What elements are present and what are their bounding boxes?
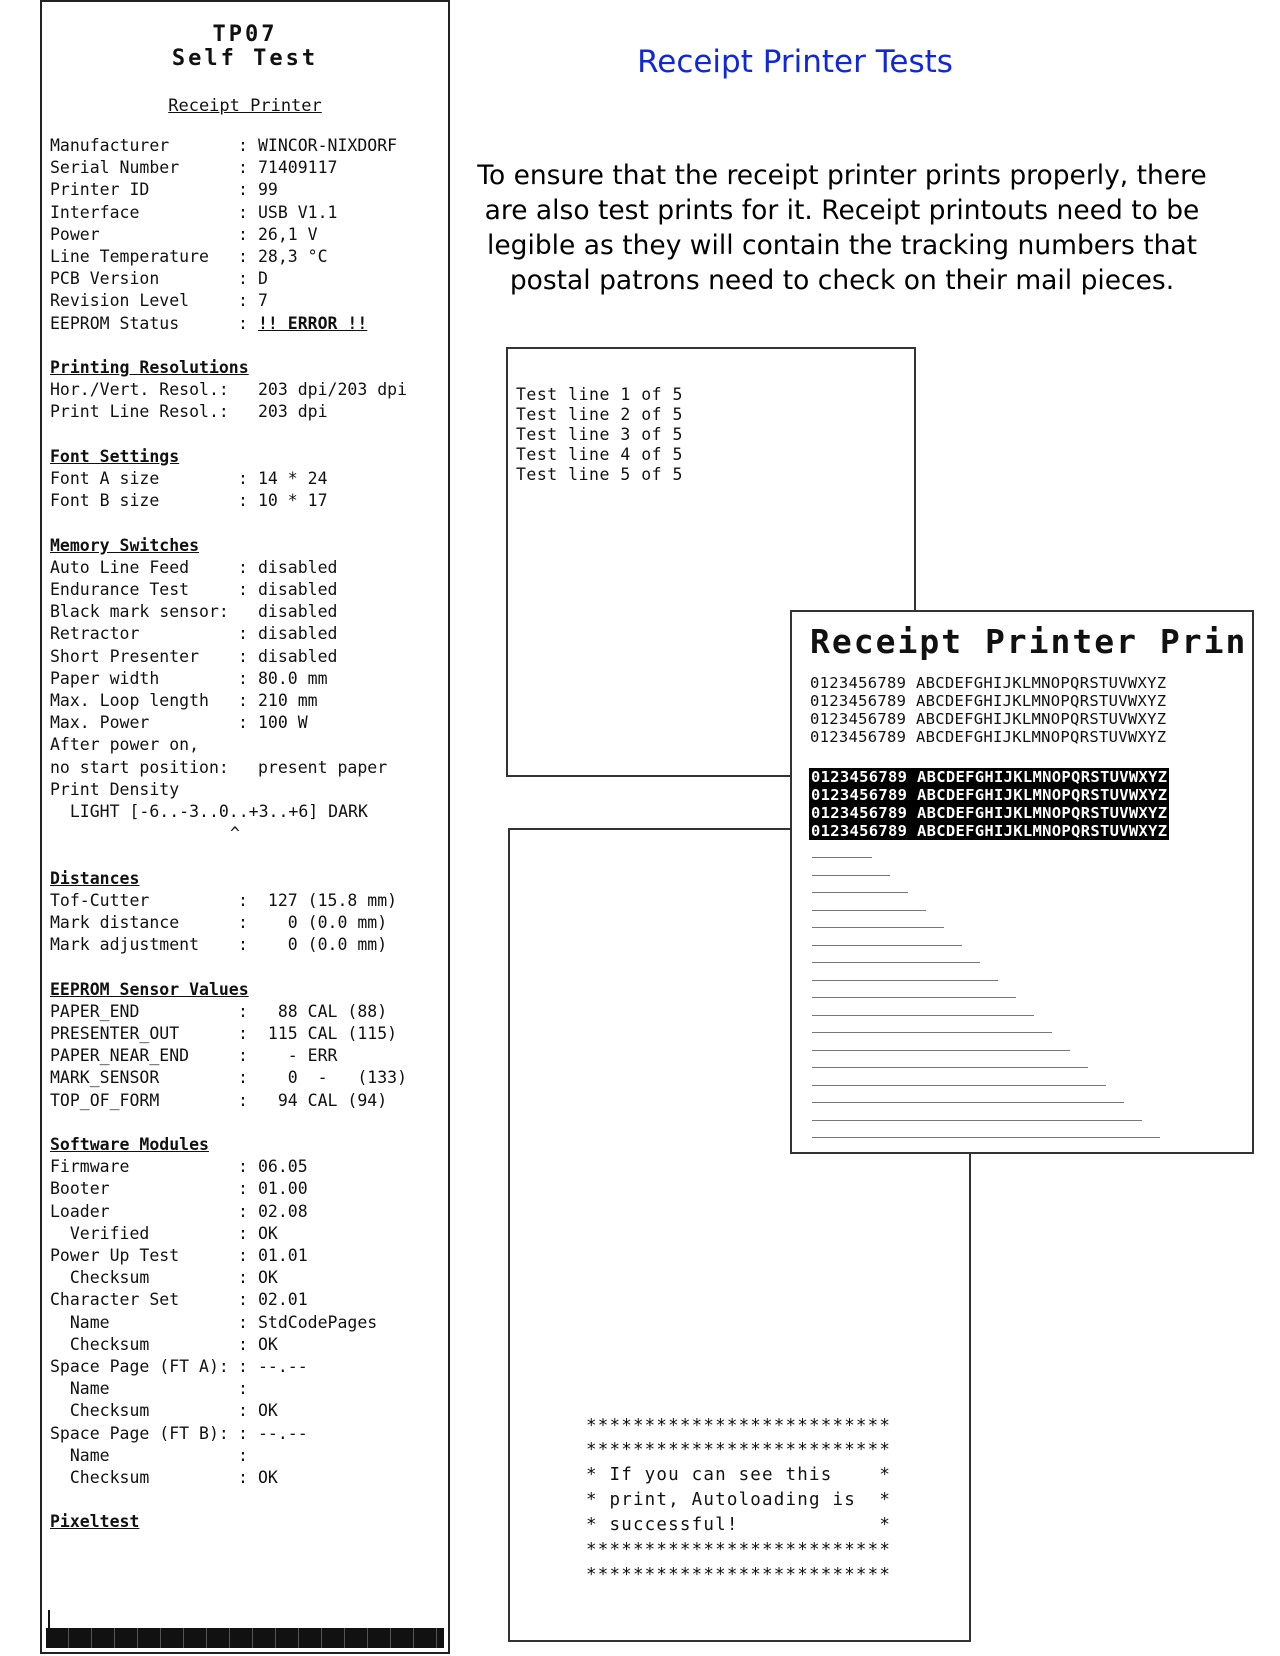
row-colon: :: [238, 136, 248, 155]
receipt-row: [50, 600, 444, 623]
receipt-row: [50, 267, 444, 290]
receipt-row: [50, 911, 444, 934]
row-value: 115 CAL (115): [258, 1024, 398, 1043]
row-label: TOP_OF_FORM: [50, 1090, 160, 1110]
row-colon: :: [238, 1068, 248, 1088]
receipt-section-heading: Font Settings: [50, 446, 180, 466]
row-value: 0 (0.0 mm): [258, 913, 388, 932]
row-label: EEPROM Status: [50, 313, 180, 333]
row-label: Mark adjustment: [50, 935, 200, 955]
dash-line: [812, 945, 962, 946]
test-line: Test line 5 of 5: [516, 465, 683, 484]
autoload-line: **************************: [586, 1416, 892, 1436]
receipt-row: [50, 489, 444, 512]
row-label: Max. Loop length: [50, 691, 209, 710]
receipt-row: [50, 1355, 444, 1378]
row-value: present paper: [258, 757, 388, 777]
dash-line: [812, 1085, 1106, 1086]
dash-line: [812, 1137, 1160, 1138]
row-label: Serial Number: [50, 158, 180, 178]
pattern-line: 0123456789 ABCDEFGHIJKLMNOPQRSTUVWXYZ: [810, 710, 1167, 728]
row-value: 02.08: [258, 1201, 308, 1221]
row-colon: :: [238, 890, 248, 910]
row-label: Name: [50, 1312, 110, 1332]
row-value: 127 (15.8 mm): [258, 890, 398, 910]
row-value: 71409117: [258, 158, 338, 178]
receipt-row: [50, 645, 444, 668]
test-line: Test line 3 of 5: [516, 425, 683, 444]
row-label: Line Temperature: [50, 247, 209, 266]
row-colon: :: [238, 1379, 248, 1399]
receipt-row: [50, 1044, 444, 1067]
row-value: 26,1 V: [258, 224, 318, 244]
row-colon: :: [238, 1046, 248, 1066]
dash-line: [812, 1032, 1052, 1033]
receipt-row: [50, 178, 444, 201]
pattern-inverted-line: 0123456789 ABCDEFGHIJKLMNOPQRSTUVWXYZ: [811, 804, 1168, 822]
pattern-line: 0123456789 ABCDEFGHIJKLMNOPQRSTUVWXYZ: [810, 674, 1167, 692]
density-marker: [50, 822, 444, 845]
dash-line: [812, 1050, 1070, 1051]
row-colon: :: [238, 1268, 248, 1288]
pattern-inverted-line: 0123456789 ABCDEFGHIJKLMNOPQRSTUVWXYZ: [811, 768, 1168, 786]
pixeltest-tick: [48, 1610, 50, 1628]
row-colon: :: [238, 202, 248, 222]
row-label: Manufacturer: [50, 136, 170, 155]
row-colon: :: [238, 1024, 248, 1043]
row-value: OK: [258, 1401, 278, 1421]
row-value: 10 * 17: [258, 491, 328, 511]
autoload-line: **************************: [586, 1540, 892, 1560]
row-value: disabled: [258, 580, 338, 599]
receipt-row: [50, 467, 444, 490]
dash-line: [812, 1102, 1124, 1103]
row-colon: :: [238, 713, 248, 733]
row-colon: :: [238, 291, 248, 311]
receipt-row: [50, 622, 444, 645]
row-label: Loader: [50, 1201, 110, 1221]
pattern-title: Receipt Printer Prin: [810, 622, 1248, 661]
row-label: Name: [50, 1445, 110, 1465]
row-value: 210 mm: [258, 691, 318, 710]
row-value: USB V1.1: [258, 202, 338, 222]
row-label: Interface: [50, 202, 140, 222]
row-colon: :: [238, 646, 248, 666]
row-colon: :: [238, 1179, 248, 1199]
receipt-row: [50, 1444, 444, 1467]
row-colon: :: [238, 580, 248, 599]
density-scale: LIGHT [-6..-3..0..+3..+6] DARK: [50, 802, 368, 821]
receipt-row: [50, 1466, 444, 1489]
receipt-row: [50, 378, 444, 401]
row-colon: :: [238, 557, 248, 577]
row-label: Black mark sensor:: [50, 602, 229, 622]
receipt-row: [50, 201, 444, 224]
dash-line: [812, 980, 998, 981]
receipt-row: [50, 1333, 444, 1356]
row-colon: :: [238, 247, 248, 266]
dash-line: [812, 1067, 1088, 1068]
dash-line: [812, 875, 890, 876]
row-colon: :: [238, 913, 248, 932]
row-label: Name: [50, 1379, 110, 1399]
row-label: PCB Version: [50, 269, 160, 289]
row-colon: :: [238, 491, 248, 511]
receipt-row: [50, 1244, 444, 1267]
pattern-line: 0123456789 ABCDEFGHIJKLMNOPQRSTUVWXYZ: [810, 692, 1167, 710]
row-colon: :: [238, 1157, 248, 1177]
test-line: Test line 1 of 5: [516, 385, 683, 404]
receipt-section-title: Receipt Printer: [168, 96, 322, 116]
receipt-section-heading: Pixeltest: [50, 1512, 140, 1532]
row-value: 100 W: [258, 713, 308, 733]
dash-line: [812, 1120, 1142, 1121]
description-text: To ensure that the receipt printer prints properly, there are also test prints for it. Receipt printouts need to be legible as they will contain the tracking numbers that postal patrons need to check on their mail pieces.: [477, 160, 1207, 296]
dash-line: [812, 910, 926, 911]
row-colon: :: [238, 269, 248, 289]
row-label: Checksum: [50, 1401, 150, 1421]
row-value: OK: [258, 1223, 278, 1243]
row-colon: :: [238, 1401, 248, 1421]
row-value: disabled: [258, 624, 338, 644]
row-label: Booter: [50, 1179, 110, 1199]
self-test-receipt: [40, 0, 450, 1654]
receipt-row: [50, 1089, 444, 1112]
row-colon: :: [238, 1445, 248, 1465]
row-value: disabled: [258, 557, 338, 577]
row-colon: :: [238, 1201, 248, 1221]
receipt-row: [50, 245, 444, 268]
row-label: Power Up Test: [50, 1246, 180, 1265]
row-label: Auto Line Feed: [50, 557, 190, 577]
receipt-row: [50, 400, 444, 423]
row-colon: :: [238, 1246, 248, 1265]
row-label: Character Set: [50, 1290, 180, 1310]
row-label: Tof-Cutter: [50, 890, 150, 910]
receipt-row: [50, 556, 444, 579]
autoload-line: **************************: [586, 1565, 892, 1585]
receipt-section-heading: Distances: [50, 868, 140, 888]
row-value: D: [258, 269, 268, 289]
receipt-row: [50, 711, 444, 734]
receipt-row: [50, 689, 444, 712]
receipt-row: [50, 289, 444, 312]
receipt-row: [50, 1177, 444, 1200]
row-value: 01.00: [258, 1179, 308, 1199]
row-colon: :: [238, 1423, 248, 1443]
row-label: Printer ID: [50, 180, 150, 200]
row-value: 94 CAL (94): [258, 1090, 388, 1110]
receipt-section-heading: Printing Resolutions: [50, 358, 249, 377]
row-value: 0 - (133): [258, 1068, 408, 1088]
row-label: Verified: [50, 1223, 150, 1243]
row-colon: :: [238, 158, 248, 178]
row-label: PAPER_END: [50, 1001, 140, 1021]
row-colon: :: [238, 224, 248, 244]
pattern-line: 0123456789 ABCDEFGHIJKLMNOPQRSTUVWXYZ: [810, 728, 1167, 746]
row-label: Max. Power: [50, 713, 150, 733]
row-colon: :: [238, 668, 248, 688]
row-value: OK: [258, 1268, 278, 1288]
row-label: Print Line Resol.:: [50, 402, 229, 422]
row-value: --.--: [258, 1357, 308, 1376]
row-value: 80.0 mm: [258, 668, 328, 688]
row-value: --.--: [258, 1423, 308, 1443]
autoload-line: * successful! *: [586, 1515, 892, 1535]
receipt-row: [50, 1200, 444, 1223]
receipt-row: [50, 1155, 444, 1178]
receipt-row: [50, 1288, 444, 1311]
row-value: StdCodePages: [258, 1312, 378, 1332]
dash-line: [812, 962, 980, 963]
row-colon: :: [238, 1334, 248, 1354]
row-value: 203 dpi/203 dpi: [258, 380, 408, 400]
row-label: Retractor: [50, 624, 140, 644]
receipt-row: [50, 1266, 444, 1289]
row-colon: :: [238, 1290, 248, 1310]
receipt-section-heading: EEPROM Sensor Values: [50, 979, 249, 999]
row-colon: :: [238, 1223, 248, 1243]
dash-line: [812, 857, 872, 858]
row-colon: :: [238, 1468, 248, 1487]
row-label: PRESENTER_OUT: [50, 1024, 180, 1043]
dash-line: [812, 997, 1016, 998]
page-title: Receipt Printer Tests: [637, 44, 953, 80]
row-colon: :: [238, 935, 248, 955]
row-label: Short Presenter: [50, 646, 200, 666]
row-value: 99: [258, 180, 278, 200]
row-value: 88 CAL (88): [258, 1001, 388, 1021]
receipt-row: [50, 134, 444, 157]
row-value: 28,3 °C: [258, 247, 328, 266]
row-label: Font B size: [50, 491, 160, 511]
receipt-title: TP07: [212, 22, 278, 47]
row-colon: :: [238, 180, 248, 200]
receipt-row: [50, 1399, 444, 1422]
row-colon: :: [238, 1357, 248, 1376]
row-label: Firmware: [50, 1157, 130, 1177]
autoload-line: * If you can see this *: [586, 1465, 892, 1485]
receipt-row: [50, 1377, 444, 1400]
receipt-row: [50, 1022, 444, 1045]
row-label: Space Page (FT B):: [50, 1423, 229, 1443]
dash-line: [812, 1015, 1034, 1016]
row-label: Space Page (FT A):: [50, 1357, 229, 1376]
row-value: 06.05: [258, 1157, 308, 1177]
receipt-row: [50, 1422, 444, 1445]
row-value: OK: [258, 1334, 278, 1354]
row-value: !! ERROR !!: [258, 313, 368, 333]
row-value: 14 * 24: [258, 469, 328, 488]
row-label: Paper width: [50, 668, 160, 688]
row-label: Font A size: [50, 469, 160, 488]
row-label: Revision Level: [50, 291, 190, 311]
receipt-row: [50, 933, 444, 956]
receipt-text: Print Density: [50, 779, 180, 799]
row-value: disabled: [258, 602, 338, 622]
test-line: Test line 2 of 5: [516, 405, 683, 424]
row-label: Endurance Test: [50, 580, 190, 599]
row-value: disabled: [258, 646, 338, 666]
row-label: Checksum: [50, 1468, 150, 1487]
receipt-row: [50, 312, 444, 335]
row-label: Mark distance: [50, 913, 180, 932]
row-value: WINCOR-NIXDORF: [258, 136, 398, 155]
receipt-row: [50, 1000, 444, 1023]
print-pattern-receipt: [790, 610, 1254, 1154]
density-caret: ^: [230, 824, 240, 844]
row-value: - ERR: [258, 1046, 338, 1066]
receipt-row: [50, 578, 444, 601]
row-label: Checksum: [50, 1334, 150, 1354]
receipt-row: [50, 1066, 444, 1089]
receipt-row: [50, 667, 444, 690]
row-label: no start position:: [50, 757, 229, 777]
test-line: Test line 4 of 5: [516, 445, 683, 464]
row-value: 02.01: [258, 1290, 308, 1310]
row-value: 0 (0.0 mm): [258, 935, 388, 955]
receipt-row: [50, 223, 444, 246]
receipt-self-test: Self Test: [171, 46, 319, 71]
row-label: Power: [50, 224, 100, 244]
row-value: 7: [258, 291, 268, 311]
row-label: Hor./Vert. Resol.:: [50, 380, 229, 400]
receipt-row: [50, 1311, 444, 1334]
row-colon: :: [238, 691, 248, 710]
pattern-inverted-line: 0123456789 ABCDEFGHIJKLMNOPQRSTUVWXYZ: [811, 822, 1168, 840]
dash-line: [812, 927, 944, 928]
row-value: OK: [258, 1468, 278, 1487]
receipt-row: [50, 156, 444, 179]
receipt-row: [50, 889, 444, 912]
row-colon: :: [238, 313, 248, 333]
row-label: Checksum: [50, 1268, 150, 1288]
receipt-row: [50, 1222, 444, 1245]
receipt-row: [50, 756, 444, 779]
autoload-line: **************************: [586, 1440, 892, 1460]
row-label: PAPER_NEAR_END: [50, 1046, 190, 1066]
row-colon: :: [238, 469, 248, 488]
row-label: MARK_SENSOR: [50, 1068, 160, 1088]
row-colon: :: [238, 624, 248, 644]
receipt-section-heading: Software Modules: [50, 1135, 209, 1154]
row-colon: :: [238, 1312, 248, 1332]
dash-line: [812, 892, 908, 893]
autoload-line: * print, Autoloading is *: [586, 1490, 892, 1510]
pattern-inverted-line: 0123456789 ABCDEFGHIJKLMNOPQRSTUVWXYZ: [811, 786, 1168, 804]
row-value: 01.01: [258, 1246, 308, 1265]
row-value: 203 dpi: [258, 402, 328, 422]
row-colon: :: [238, 1090, 248, 1110]
receipt-text: After power on,: [50, 735, 200, 755]
receipt-section-heading: Memory Switches: [50, 535, 200, 555]
pixeltest-bar: [46, 1628, 444, 1648]
row-colon: :: [238, 1001, 248, 1021]
